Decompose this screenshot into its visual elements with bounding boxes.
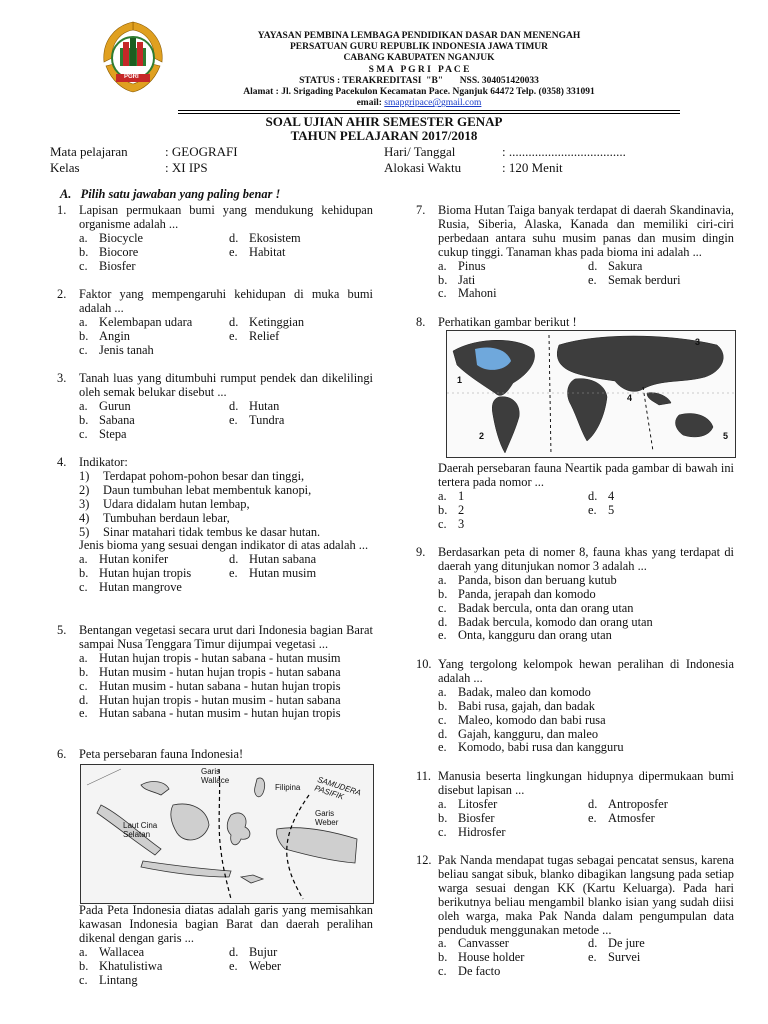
- option-c[interactable]: c. Badak bercula, onta dan orang utan: [438, 600, 634, 615]
- letterhead-line-3: CABANG KABUPATEN NGANJUK: [343, 53, 495, 64]
- option-c[interactable]: c. Jenis tanah: [79, 342, 154, 357]
- list-item: 5) Sinar matahari tidak tembus ke dasar hutan.: [79, 524, 321, 539]
- option-b[interactable]: b. Babi rusa, gajah, dan badak: [438, 698, 595, 713]
- option-c[interactable]: c. Hidrosfer: [438, 824, 506, 839]
- question-number: 9.: [416, 545, 426, 559]
- question-number: 5.: [57, 623, 67, 637]
- meta-subject-value: : GEOGRAFI: [165, 144, 238, 159]
- question-8: [416, 316, 734, 330]
- question-text: Faktor yang mempengaruhi kehidupan di muka bumi adalah ...: [79, 287, 373, 315]
- option-c[interactable]: c. Stepa: [79, 426, 127, 441]
- option-d[interactable]: d. 4: [588, 488, 615, 503]
- question-number: 4.: [57, 455, 67, 469]
- question-text: Berdasarkan peta di nomer 8, fauna khas yang terdapat di daerah yang ditunjukan nomor 3 adalah ...: [438, 545, 734, 573]
- question-2: [57, 288, 373, 358]
- question-text: Bentangan vegetasi secara urut dari Indonesia bagian Barat sampai Nusa Tenggara Timur dijumpai vegetasi ...: [79, 623, 373, 651]
- indonesia-fauna-map: [80, 764, 374, 904]
- option-b[interactable]: b. Khatulistiwa: [79, 958, 163, 973]
- logo-text: PGRI: [124, 74, 139, 80]
- option-c[interactable]: c. Mahoni: [438, 286, 497, 301]
- option-d[interactable]: d. Antroposfer: [588, 796, 668, 811]
- option-c[interactable]: c. 3: [438, 516, 465, 531]
- option-c[interactable]: c. Hutan musim - hutan sabana - hutan hujan tropis: [79, 678, 341, 693]
- option-a[interactable]: a. Kelembapan udara: [79, 314, 193, 329]
- option-a[interactable]: a. Gurun: [79, 398, 131, 413]
- option-c[interactable]: c. Hutan mangrove: [79, 580, 182, 595]
- option-c[interactable]: c. Biosfer: [79, 258, 136, 273]
- section-a-heading: A. Pilih satu jawaban yang paling benar !: [60, 187, 281, 201]
- question-6: [57, 748, 373, 762]
- meta-time-value: : 120 Menit: [502, 160, 563, 175]
- question-text: Pak Nanda mendapat tugas sebagai pencatat sensus, karena beliau sangat sibuk, blanko dibagikan langsung pada setiap warga sesuai dengan KK (Kartu Keluarga). Pada hari berikutnya beliau mengambil blanko isian yang sudah diisi oleh warga, maka Pak Nanda dalam pengumpulan data penduduk menggunakan metode ...: [438, 853, 734, 937]
- question-3: [57, 372, 373, 442]
- option-b[interactable]: b. Biosfer: [438, 810, 495, 825]
- header-divider: [178, 110, 680, 111]
- question-text: Tanah luas yang ditumbuhi rumput pendek dan dikelilingi oleh semak belukar disebut ...: [79, 371, 373, 399]
- map-number-5: 5: [723, 431, 729, 441]
- letterhead: [0, 31, 768, 109]
- letterhead-line-2: PERSATUAN GURU REPUBLIK INDONESIA JAWA TIMUR: [289, 42, 549, 53]
- map-number-2: 2: [479, 431, 485, 441]
- question-text: Manusia beserta lingkungan hidupnya dipermukaan bumi disebut lapisan ...: [438, 769, 734, 797]
- option-d[interactable]: d. Badak bercula, komodo dan orang utan: [438, 614, 653, 629]
- exam-title-line-2: TAHUN PELAJARAN 2017/2018: [290, 128, 478, 143]
- list-item: 2) Daun tumbuhan lebat membentuk kanopi,: [79, 482, 312, 497]
- option-d[interactable]: d. Bujur: [229, 944, 278, 959]
- option-d[interactable]: d. Sakura: [588, 258, 643, 273]
- question-text: Peta persebaran fauna Indonesia!: [79, 747, 244, 761]
- option-e[interactable]: e. Tundra: [229, 412, 285, 427]
- question-number: 11.: [416, 769, 432, 783]
- option-b[interactable]: b. Sabana: [79, 412, 135, 427]
- option-b[interactable]: b. Hutan hujan tropis: [79, 566, 192, 581]
- question-number: 8.: [416, 315, 426, 329]
- indicator-list: [79, 470, 373, 540]
- meta-date-label: Hari/ Tanggal: [384, 144, 456, 159]
- question-number: 3.: [57, 371, 67, 385]
- option-b[interactable]: b. Panda, jerapah dan komodo: [438, 586, 596, 601]
- question-12: [416, 854, 734, 979]
- meta-class-value: : XI IPS: [165, 160, 208, 175]
- meta-time-label: Alokasi Waktu: [384, 160, 462, 175]
- map-label-scs: Laut Cina Selatan: [123, 821, 158, 839]
- map-label-wallace: Garis Wallace: [201, 767, 230, 785]
- option-a[interactable]: a. Wallacea: [79, 944, 145, 959]
- email-label: email:: [356, 98, 382, 109]
- question-number: 6.: [57, 747, 67, 761]
- letterhead-line-6: Alamat : Jl. Srigading Pacekulon Kecamatan Pace. Nganjuk 64472 Telp. (0358) 331091: [243, 87, 595, 98]
- meta-subject-label: Mata pelajaran: [50, 144, 128, 159]
- option-d[interactable]: d. Hutan: [229, 398, 280, 413]
- question-1: [57, 204, 373, 274]
- question-9: [416, 546, 734, 643]
- question-text-2: Pada Peta Indonesia diatas adalah garis yang memisahkan kawasan Indonesia bagian Barat dan daerah peralihan dikenal dengan garis ...: [79, 903, 373, 945]
- question-number: 1.: [57, 203, 67, 217]
- map-label-pacific: SAMUDERA PASIFIK: [313, 775, 362, 802]
- option-e[interactable]: e. Atmosfer: [588, 810, 655, 825]
- option-e[interactable]: e. Onta, kangguru dan orang utan: [438, 628, 612, 643]
- option-e[interactable]: e. 5: [588, 502, 615, 517]
- map-number-3: 3: [695, 337, 701, 347]
- question-number: 12.: [416, 853, 432, 867]
- option-a[interactable]: a. Biocycle: [79, 230, 144, 245]
- letterhead-line-4: S M A P G R I P A C E: [368, 64, 470, 75]
- question-4: [57, 456, 373, 595]
- option-a[interactable]: a. Badak, maleo dan komodo: [438, 684, 591, 699]
- option-b[interactable]: b. Biocore: [79, 244, 139, 259]
- question-7: [416, 204, 734, 301]
- question-text: Lapisan permukaan bumi yang mendukung kehidupan organisme adalah ...: [79, 203, 373, 231]
- letterhead-email-line: [70, 98, 768, 109]
- option-b[interactable]: b. 2: [438, 502, 465, 517]
- question-number: 10.: [416, 657, 432, 671]
- question-text: Indikator:: [79, 455, 128, 469]
- option-a[interactable]: a. Hutan hujan tropis - hutan sabana - hutan musim: [79, 650, 341, 665]
- letterhead-line-5: STATUS : TERAKREDITASI "B" NSS. 304051420033: [299, 75, 539, 86]
- email-link[interactable]: smapgripace@gmail.com: [384, 98, 482, 109]
- option-d[interactable]: d. Hutan sabana: [229, 552, 317, 567]
- option-d[interactable]: d. Ekosistem: [229, 230, 301, 245]
- exam-title-line-1: SOAL UJIAN AHIR SEMESTER GENAP: [265, 114, 503, 129]
- letterhead-line-1: YAYASAN PEMBINA LEMBAGA PENDIDIKAN DASAR DAN MENENGAH: [257, 31, 581, 41]
- question-text-2: Daerah persebaran fauna Neartik pada gambar di bawah ini tertera pada nomor ...: [438, 461, 734, 489]
- question-text: Yang tergolong kelompok hewan peralihan di Indonesia adalah ...: [438, 657, 734, 685]
- option-b[interactable]: b. House holder: [438, 950, 525, 965]
- option-e[interactable]: e. Relief: [229, 328, 280, 343]
- option-e[interactable]: e. Semak berduri: [588, 272, 681, 287]
- question-10: [416, 658, 734, 755]
- question-6-continued: [57, 904, 373, 987]
- option-d[interactable]: d. Hutan hujan tropis - hutan musim - hutan sabana: [79, 692, 341, 707]
- question-text: Bioma Hutan Taiga banyak terdapat di daerah Skandinavia, Rusia, Siberia, Alaska, Kanada dan memiliki ciri-ciri perbedaan antara suhu musim panas dan musim dingin cukup tinggi. Tanaman khas pada bioma ini adalah ...: [438, 203, 734, 259]
- map-label-weber: Garis Weber: [315, 809, 339, 827]
- question-text: Perhatikan gambar berikut !: [438, 315, 577, 329]
- map-label-filipina: Filipina: [275, 783, 301, 792]
- list-item: 1) Terdapat pohom-pohon besar dan tinggi,: [79, 468, 305, 483]
- option-c[interactable]: c. Lintang: [79, 972, 138, 987]
- option-e[interactable]: e. Survei: [588, 950, 641, 965]
- option-c[interactable]: c. Maleo, komodo dan babi rusa: [438, 712, 606, 727]
- question-number: 2.: [57, 287, 67, 301]
- option-b[interactable]: b. Jati: [438, 272, 476, 287]
- question-5: [57, 624, 373, 721]
- map-number-4: 4: [627, 393, 633, 403]
- option-e[interactable]: e. Weber: [229, 958, 282, 973]
- option-a[interactable]: a. Canvasser: [438, 936, 509, 951]
- question-11: [416, 770, 734, 840]
- option-a[interactable]: a. Panda, bison dan beruang kutub: [438, 572, 617, 587]
- option-a[interactable]: a. Hutan konifer: [79, 552, 169, 567]
- question-8-continued: [416, 462, 734, 532]
- question-text-2: Jenis bioma yang sesuai dengan indikator di atas adalah ...: [79, 538, 369, 553]
- option-d[interactable]: d. De jure: [588, 936, 645, 951]
- option-e[interactable]: e. Habitat: [229, 244, 286, 259]
- list-item: 4) Tumbuhan berdaun lebar,: [79, 510, 230, 525]
- option-c[interactable]: c. De facto: [438, 964, 501, 979]
- exam-title: [0, 115, 768, 143]
- option-a[interactable]: a. 1: [438, 488, 465, 503]
- option-e[interactable]: e. Hutan musim: [229, 566, 317, 581]
- map-number-1: 1: [457, 375, 463, 385]
- option-e[interactable]: e. Komodo, babi rusa dan kangguru: [438, 740, 624, 755]
- option-a[interactable]: a. Pinus: [438, 258, 486, 273]
- option-d[interactable]: d. Gajah, kangguru, dan maleo: [438, 726, 599, 741]
- option-b[interactable]: b. Angin: [79, 328, 130, 343]
- list-item: 3) Udara didalam hutan lembap,: [79, 496, 250, 511]
- meta-class-label: Kelas: [50, 160, 80, 175]
- meta-date-value: : ....................................: [502, 144, 626, 159]
- option-a[interactable]: a. Litosfer: [438, 796, 498, 811]
- question-number: 7.: [416, 203, 426, 217]
- option-d[interactable]: d. Ketinggian: [229, 314, 305, 329]
- world-zoogeography-map: [446, 330, 736, 458]
- option-b[interactable]: b. Hutan musim - hutan hujan tropis - hutan sabana: [79, 664, 341, 679]
- option-e[interactable]: e. Hutan sabana - hutan musim - hutan hujan tropis: [79, 706, 341, 721]
